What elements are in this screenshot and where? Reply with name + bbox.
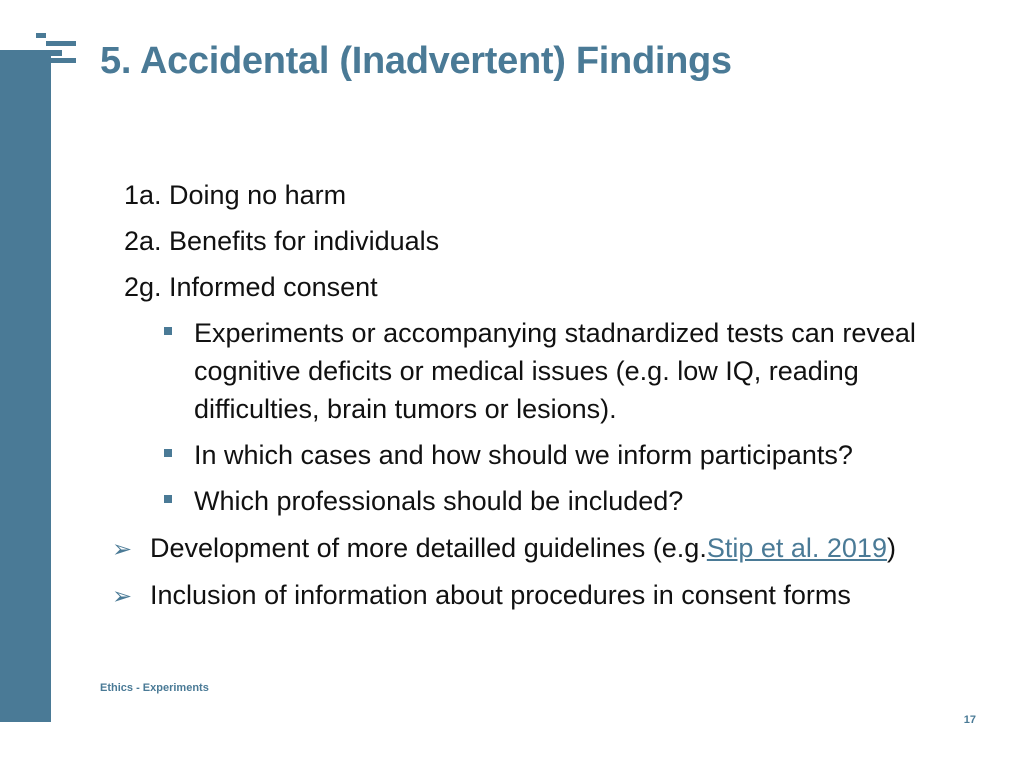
arrow-bullet-guidelines (150, 533, 896, 564)
footer-label: Ethics - Experiments (100, 682, 209, 694)
citation-link[interactable]: Stip et al. 2019 (706, 533, 887, 563)
arrow-bullet-consent-forms: Inclusion of information about procedures in consent forms (150, 580, 851, 610)
square-bullet-icon (164, 449, 172, 457)
item-informed-consent: 2g. Informed consent (124, 272, 378, 302)
square-bullet-icon (164, 495, 172, 503)
sub-bullet-experiments-line3: difficulties, brain tumors or lesions). (194, 394, 617, 424)
item-doing-no-harm: 1a. Doing no harm (124, 180, 347, 210)
guidelines-text: Development of more detailled guidelines (e.g. (150, 533, 707, 563)
item-benefits: 2a. Benefits for individuals (124, 226, 440, 256)
guidelines-closing: ) (886, 533, 896, 563)
page-number: 17 (963, 714, 976, 726)
logo-icon (0, 33, 80, 83)
slide-title: 5. Accidental (Inadvertent) Findings (100, 40, 732, 82)
square-bullet-icon (164, 327, 172, 335)
sub-bullet-inform: In which cases and how should we inform participants? (194, 440, 853, 470)
side-accent-bar (0, 50, 51, 722)
sub-bullet-professionals: Which professionals should be included? (194, 486, 684, 516)
arrow-bullet-icon: ➢ (112, 536, 133, 563)
sub-bullet-experiments-line2: cognitive deficits or medical issues (e.g. low IQ, reading (194, 356, 859, 386)
arrow-bullet-icon: ➢ (112, 583, 133, 610)
sub-bullet-experiments-line1: Experiments or accompanying stadnardized tests can reveal (194, 318, 916, 348)
